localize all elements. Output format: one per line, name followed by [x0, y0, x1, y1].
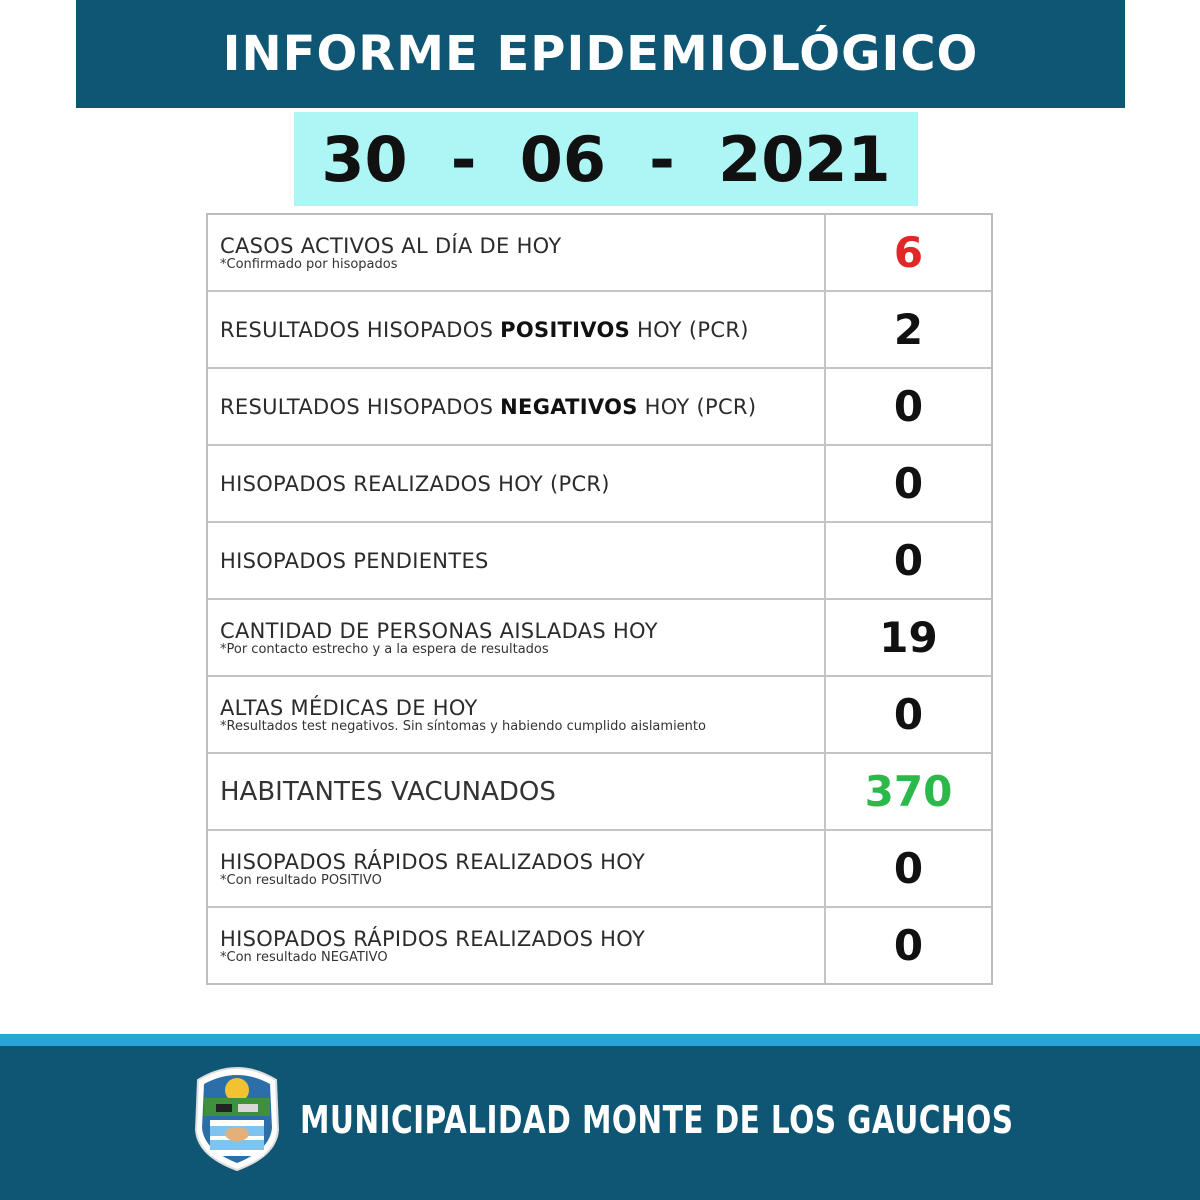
row-label: ALTAS MÉDICAS DE HOY — [220, 695, 478, 720]
row-value-cell — [826, 369, 991, 444]
page-title: INFORME EPIDEMIOLÓGICO — [222, 26, 979, 82]
row-value: 0 — [893, 459, 924, 508]
table-row — [208, 831, 991, 908]
row-label: CANTIDAD DE PERSONAS AISLADAS HOY — [220, 618, 658, 643]
row-value: 0 — [893, 536, 924, 585]
table-row — [208, 523, 991, 600]
row-value-cell — [826, 215, 991, 290]
row-value: 370 — [864, 767, 953, 816]
table-row — [208, 446, 991, 523]
row-label-prefix: RESULTADOS HISOPADOS — [220, 317, 501, 342]
header-bar — [76, 0, 1125, 108]
row-value-cell — [826, 292, 991, 367]
table-row — [208, 369, 991, 446]
row-label: HISOPADOS PENDIENTES — [220, 548, 489, 573]
row-value-cell — [826, 523, 991, 598]
row-label — [220, 318, 824, 342]
row-value-cell — [826, 831, 991, 906]
table-row — [208, 215, 991, 292]
footer-accent-stripe — [0, 1034, 1200, 1046]
row-value: 19 — [879, 613, 938, 662]
row-value-cell — [826, 754, 991, 829]
row-label: CASOS ACTIVOS AL DÍA DE HOY — [220, 233, 562, 258]
row-value-cell — [826, 600, 991, 675]
report-date: 30 - 06 - 2021 — [321, 122, 891, 196]
row-value: 2 — [893, 305, 924, 354]
row-label: HISOPADOS RÁPIDOS REALIZADOS HOY — [220, 926, 646, 951]
row-label-prefix: RESULTADOS HISOPADOS — [220, 394, 501, 419]
row-value: 0 — [893, 844, 924, 893]
row-value: 6 — [893, 228, 924, 277]
row-value-cell — [826, 677, 991, 752]
row-value-cell — [826, 908, 991, 983]
row-label-cell — [208, 446, 826, 521]
row-label-cell — [208, 908, 826, 983]
row-label-cell — [208, 600, 826, 675]
table-row — [208, 600, 991, 677]
row-note: *Con resultado POSITIVO — [220, 872, 382, 888]
row-label — [220, 395, 824, 419]
table-row — [208, 754, 991, 831]
row-label-suffix: HOY (PCR) — [637, 394, 757, 419]
row-note: *Resultados test negativos. Sin síntomas y habiendo cumplido aislamiento — [220, 718, 706, 734]
row-label-cell — [208, 754, 826, 829]
table-row — [208, 292, 991, 369]
row-label: HISOPADOS RÁPIDOS REALIZADOS HOY — [220, 849, 646, 874]
row-value-cell — [826, 446, 991, 521]
row-value: 0 — [893, 382, 924, 431]
row-value: 0 — [893, 690, 924, 739]
municipal-crest-icon — [190, 1060, 284, 1172]
stats-table — [206, 213, 993, 985]
row-label-cell — [208, 677, 826, 752]
row-value: 0 — [893, 921, 924, 970]
table-row — [208, 908, 991, 983]
row-label: HISOPADOS REALIZADOS HOY (PCR) — [220, 471, 610, 496]
row-label-cell — [208, 215, 826, 290]
row-label-cell — [208, 369, 826, 444]
row-note: *Con resultado NEGATIVO — [220, 949, 388, 965]
row-label-emphasis: POSITIVOS — [500, 317, 631, 342]
row-label-suffix: HOY (PCR) — [630, 317, 749, 342]
row-label: HABITANTES VACUNADOS — [220, 776, 556, 807]
row-label-cell — [208, 831, 826, 906]
row-note: *Confirmado por hisopados — [220, 256, 398, 272]
date-banner — [294, 112, 918, 206]
table-row — [208, 677, 991, 754]
row-note: *Por contacto estrecho y a la espera de resultados — [220, 641, 549, 657]
municipality-name: MUNICIPALIDAD MONTE DE LOS GAUCHOS — [300, 1098, 1014, 1142]
row-label-cell — [208, 523, 826, 598]
row-label-cell — [208, 292, 826, 367]
row-label-emphasis: NEGATIVOS — [500, 394, 638, 419]
